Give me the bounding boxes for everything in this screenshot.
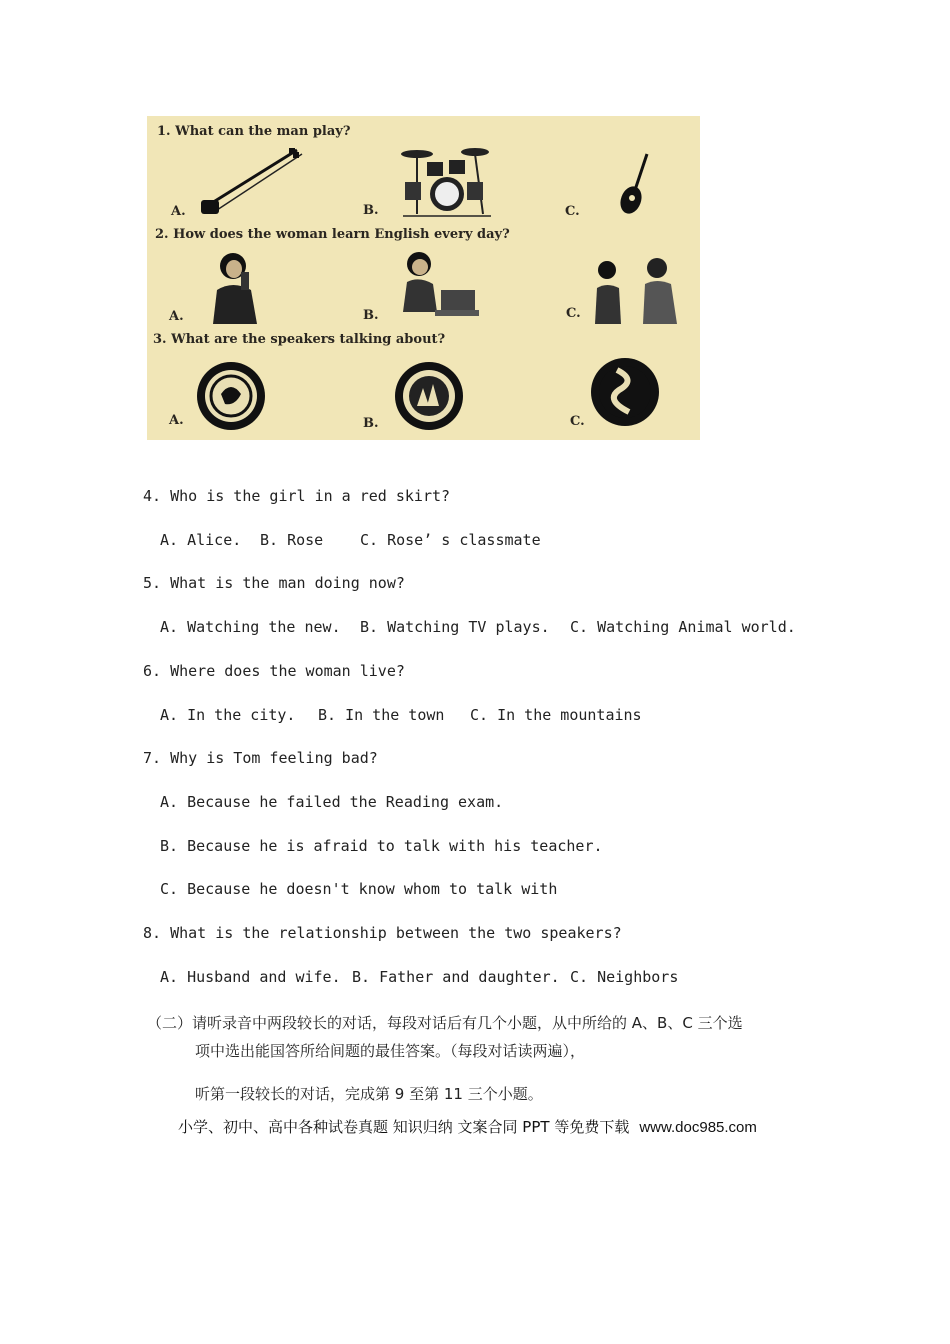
animals-seal-icon xyxy=(195,360,267,432)
woman-at-computer-icon xyxy=(401,250,481,324)
question-4-stem: 4. Who is the girl in a red skirt? xyxy=(143,487,451,505)
guitar-icon xyxy=(617,152,653,218)
question-5-stem: 5. What is the man doing now? xyxy=(143,574,405,592)
question-5-option-c: C. Watching Animal world. xyxy=(570,618,796,636)
woman-on-phone-icon xyxy=(207,252,267,324)
section2-instruction-line1: （二）请听录音中两段较长的对话，每段对话后有几个小题，从中所给的 A、B、C 三个选 xyxy=(147,1014,743,1032)
option-label-c: C. xyxy=(565,204,580,219)
question-4-option-a: A. Alice. xyxy=(160,531,242,549)
two-people-talking-icon xyxy=(593,256,685,326)
footer-text: 小学、初中、高中各种试卷真题 知识归纳 文案合同 PPT 等免费下载 xyxy=(178,1118,630,1136)
question-7-option-a: A. Because he failed the Reading exam. xyxy=(160,793,504,811)
option-label-a: A. xyxy=(171,204,186,219)
option-label-a: A. xyxy=(169,309,184,324)
option-label-c: C. xyxy=(570,414,585,429)
erhu-icon xyxy=(197,146,307,218)
question-5-option-a: A. Watching the new. xyxy=(160,618,341,636)
drum-kit-icon xyxy=(397,146,497,218)
question-4-option-c: C. Rose’ s classmate xyxy=(360,531,541,549)
footer-url[interactable]: www.doc985.com xyxy=(639,1119,757,1136)
option-label-b: B. xyxy=(363,308,379,323)
footer xyxy=(178,1116,757,1137)
question-8-option-c: C. Neighbors xyxy=(570,968,679,986)
section2-instruction-line2: 项中选出能国答所给间题的最佳答案。（每段对话读两遍）， xyxy=(195,1042,586,1060)
question-8-option-a: A. Husband and wife. xyxy=(160,968,341,986)
plants-seal-icon xyxy=(393,360,465,432)
question-5-option-b: B. Watching TV plays. xyxy=(360,618,550,636)
question-8-stem: 8. What is the relationship between the two speakers? xyxy=(143,924,622,942)
question-7-stem: 7. Why is Tom feeling bad? xyxy=(143,749,378,767)
question-7-option-b: B. Because he is afraid to talk with his teacher. xyxy=(160,837,603,855)
question-4-option-b: B. Rose xyxy=(260,531,324,549)
scanned-question-image xyxy=(147,116,700,440)
question-6-stem: 6. Where does the woman live? xyxy=(143,662,405,680)
image-question-2: 2. How does the woman learn English every day? xyxy=(155,227,510,242)
rivers-seal-icon xyxy=(589,356,661,428)
option-label-b: B. xyxy=(363,416,379,431)
question-6-option-c: C. In the mountains xyxy=(470,706,642,724)
image-question-1: 1. What can the man play? xyxy=(157,124,351,139)
option-label-b: B. xyxy=(363,203,379,218)
question-6-option-a: A. In the city. xyxy=(160,706,296,724)
option-label-a: A. xyxy=(169,413,184,428)
section2-instruction-line3: 听第一段较长的对话，完成第 9 至第 11 三个小题。 xyxy=(195,1085,543,1103)
question-6-option-b: B. In the town xyxy=(318,706,445,724)
option-label-c: C. xyxy=(566,306,581,321)
question-7-option-c: C. Because he doesn't know whom to talk with xyxy=(160,880,558,898)
image-question-3: 3. What are the speakers talking about? xyxy=(153,332,446,347)
question-8-option-b: B. Father and daughter. xyxy=(352,968,560,986)
